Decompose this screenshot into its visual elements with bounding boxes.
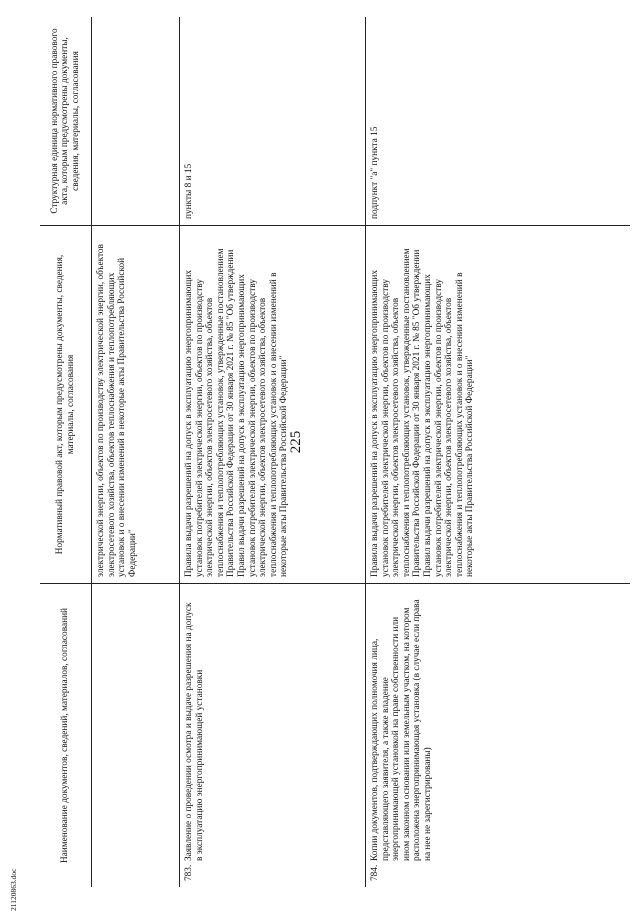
row-unit: подпункт "а" пункта 15 — [370, 126, 380, 219]
row-784-unit-cell — [366, 17, 630, 225]
document-table — [40, 17, 630, 887]
continuation-act-cell — [92, 225, 180, 583]
row-783-act-cell — [180, 225, 366, 583]
continuation-unit-cell — [92, 17, 180, 225]
row-784-act-cell — [366, 225, 630, 583]
header-name — [40, 583, 92, 887]
row-number: 783. — [184, 864, 194, 881]
continuation-name-cell — [92, 583, 180, 887]
row-unit: пункты 8 и 15 — [184, 163, 194, 219]
rotated-page-content — [40, 17, 630, 887]
header-act-text: Нормативный правовой акт, которым предусмотрены документы, сведения, материалы, согласования — [54, 254, 76, 555]
row-784-name-cell — [366, 583, 630, 887]
header-name-text: Наименование документов, сведений, материалов, согласований — [60, 607, 71, 864]
row-act: Правила выдачи разрешений на допуск в эксплуатацию энергопринимающих установок потребителей электрической энергии, объектов по производству электрической энергии, объектов электросетевого хозяйства, объектов теплоснабжения и теплопотребляющих установок, утвержденные постановлением Правительства Российской Федерации от 30 января 2021 г. № 85 "Об утверждении Правил выдачи разрешений на допуск в эксплуатацию энергопринимающих установок потребителей электрической энергии, объектов по производству электрической энергии, объектов электросетевого хозяйства, объектов теплоснабжения и теплопотребляющих установок и о внесении изменений в некоторые акты Правительства Российской Федерации" — [184, 248, 290, 577]
continuation-act-text: электрической энергии, объектов по производству электрической энергии, объектов электросетевого хозяйства, объектов теплоснабжения и теплопотребляющих установок и о внесении изменений в некоторые акты Правительства Российской Федерации" — [96, 244, 138, 577]
header-unit — [40, 17, 92, 225]
header-act — [40, 225, 92, 583]
row-783-unit-cell — [180, 17, 366, 225]
row-783-name-cell — [180, 583, 366, 887]
row-number: 784. — [370, 864, 380, 881]
row-act: Правила выдачи разрешений на допуск в эксплуатацию энергопринимающих установок потребителей электрической энергии, объектов по производству электрической энергии, объектов электросетевого хозяйства, объектов теплоснабжения и теплопотребляющих установок, утвержденные постановлением Правительства Российской Федерации от 30 января 2021 г. № 85 "Об утверждении Правил выдачи разрешений на допуск в эксплуатацию энергопринимающих установок потребителей электрической энергии, объектов по производству электрической энергии, объектов электросетевого хозяйства, объектов теплоснабжения и теплопотребляющих установок и о внесении изменений в некоторые акты Правительства Российской Федерации" — [370, 248, 476, 577]
header-unit-text: Структурная единица нормативного правового акта, которым предусмотрены документы, сведения, материалы, согласования — [49, 28, 81, 214]
row-name: Заявление о проведении осмотра и выдаче разрешения на допуск в эксплуатацию энергопринимающей установки — [184, 602, 205, 861]
file-reference: 21120863.doc — [9, 868, 18, 911]
page-number: 225 — [288, 430, 304, 454]
row-name: Копии документов, подтверждающих полномочия лица, представляющего заявителя, а также владение энергопринимающей установкой на праве собственности или ином законном основании или земельным участком, на котором расположена энергопринимающая установка (в случае если права на нее не зарегистрированы) — [370, 599, 433, 861]
